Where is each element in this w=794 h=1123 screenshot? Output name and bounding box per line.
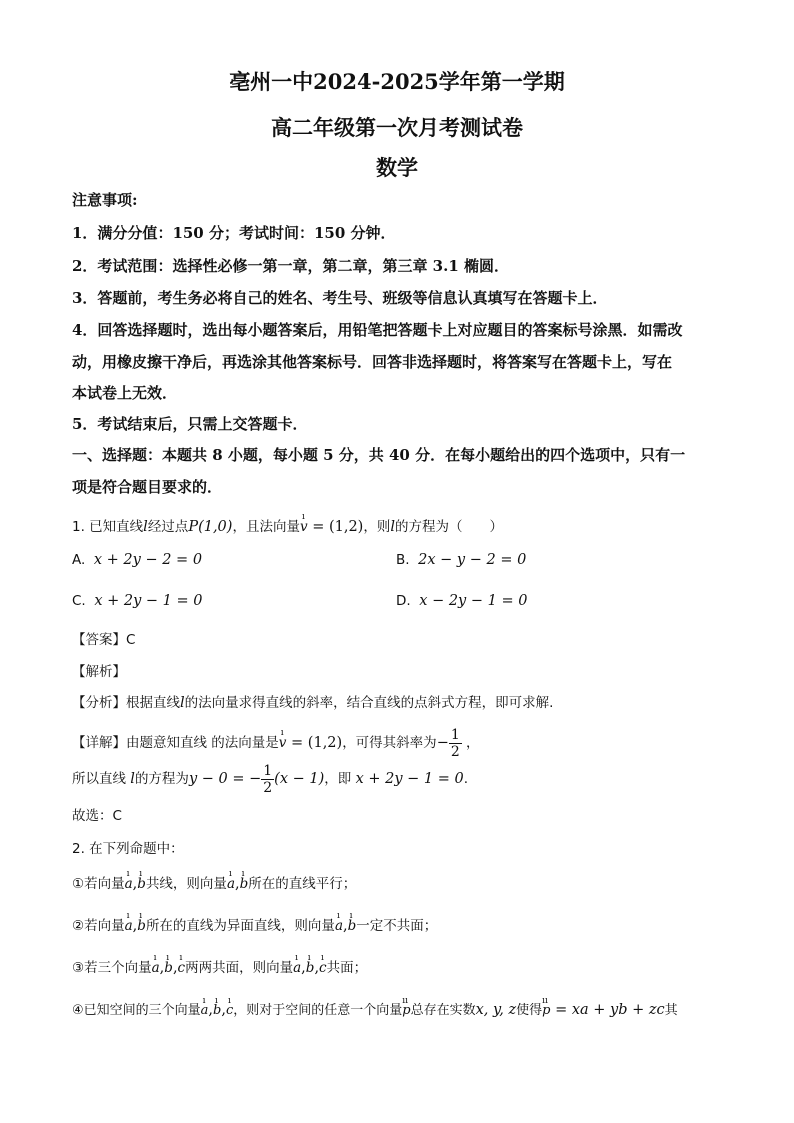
q2-statement-4: ④已知空间的三个向量ı a,ı b,ı c，则对于空间的任意一个向量ıı p总存在实数x, y, z使得ıı p = xa + yb + zc其 xyxy=(72,1000,732,1021)
normal-vector-v: ı v xyxy=(300,517,308,537)
section-heading-cont: 项是符合题目要求的． xyxy=(72,478,223,496)
note-item-4-cont: 动，用橡皮擦干净后，再选涂其他答案标号．回答非选择题时，将答案写在答题卡上，写在 xyxy=(72,353,673,371)
q1-equation-line: 所以直线 l的方程为y − 0 = − $\frac{1}{2}$ (x − 1)，即 x + 2y − 1 = 0. xyxy=(72,762,469,796)
q1-option-d: D. x − 2y − 1 = 0 xyxy=(396,593,528,609)
subject-title: 数学 xyxy=(376,155,418,180)
exam-title: 高二年级第一次月考测试卷 xyxy=(271,115,523,140)
q1-answer: 【答案】C xyxy=(72,632,136,648)
q1-choose: 故选：C xyxy=(72,808,122,824)
notes-title: 注意事项: xyxy=(72,191,138,209)
q2-statement-3: ③若三个向量ı a,ı b,ı c两两共面，则向量ı a,ı b,ı c共面； xyxy=(72,958,732,978)
q1-option-c: C. x + 2y − 1 = 0 xyxy=(72,593,203,609)
q2-stem: 2. 在下列命题中： xyxy=(72,841,184,857)
q1-option-b: B. 2x − y − 2 = 0 xyxy=(396,552,527,568)
note-item-2: 2．考试范围：选择性必修一第一章，第二章，第三章 3.1 椭圆． xyxy=(72,257,509,275)
q2-statement-2: ②若向量ı a,ı b所在的直线为异面直线，则向量ı a,ı b一定不共面； xyxy=(72,916,732,936)
q1-xiangjie: 【详解】由题意知直线 的法向量是ı v = (1,2)，可得其斜率为− $\frac{1}{2}$ ， xyxy=(72,726,732,760)
note-item-3: 3．答题前，考生务必将自己的姓名、考生号、班级等信息认真填写在答题卡上． xyxy=(72,289,608,307)
q1-analysis-title: 【解析】 xyxy=(72,664,126,680)
exam-school-title: 亳州一中2024-2025学年第一学期 xyxy=(229,69,565,94)
section-heading: 一、选择题：本题共 8 小题，每小题 5 分，共 40 分．在每小题给出的四个选项中，只有一 xyxy=(72,446,686,464)
note-item-4-end: 本试卷上无效． xyxy=(72,384,178,402)
q1-stem: 1. 已知直线l经过点P(1,0)，且法向量ı v = (1,2)，则l的方程为（ ） xyxy=(72,517,732,537)
note-item-1: 1．满分分值：150 分；考试时间：150 分钟． xyxy=(72,224,396,242)
q1-option-a: A. x + 2y − 2 = 0 xyxy=(72,552,203,568)
note-item-4: 4．回答选择题时，选出每小题答案后，用铅笔把答题卡上对应题目的答案标号涂黑．如需改 xyxy=(72,321,683,339)
q2-statement-1: ①若向量ı a,ı b共线，则向量ı a,ı b所在的直线平行； xyxy=(72,874,732,894)
fraction-one-half: $\frac{1}{2}$ xyxy=(450,726,460,760)
note-item-5: 5．考试结束后，只需上交答题卡． xyxy=(72,415,308,433)
q1-fenxi: 【分析】根据直线l的法向量求得直线的斜率，结合直线的点斜式方程，即可求解. xyxy=(72,695,554,711)
